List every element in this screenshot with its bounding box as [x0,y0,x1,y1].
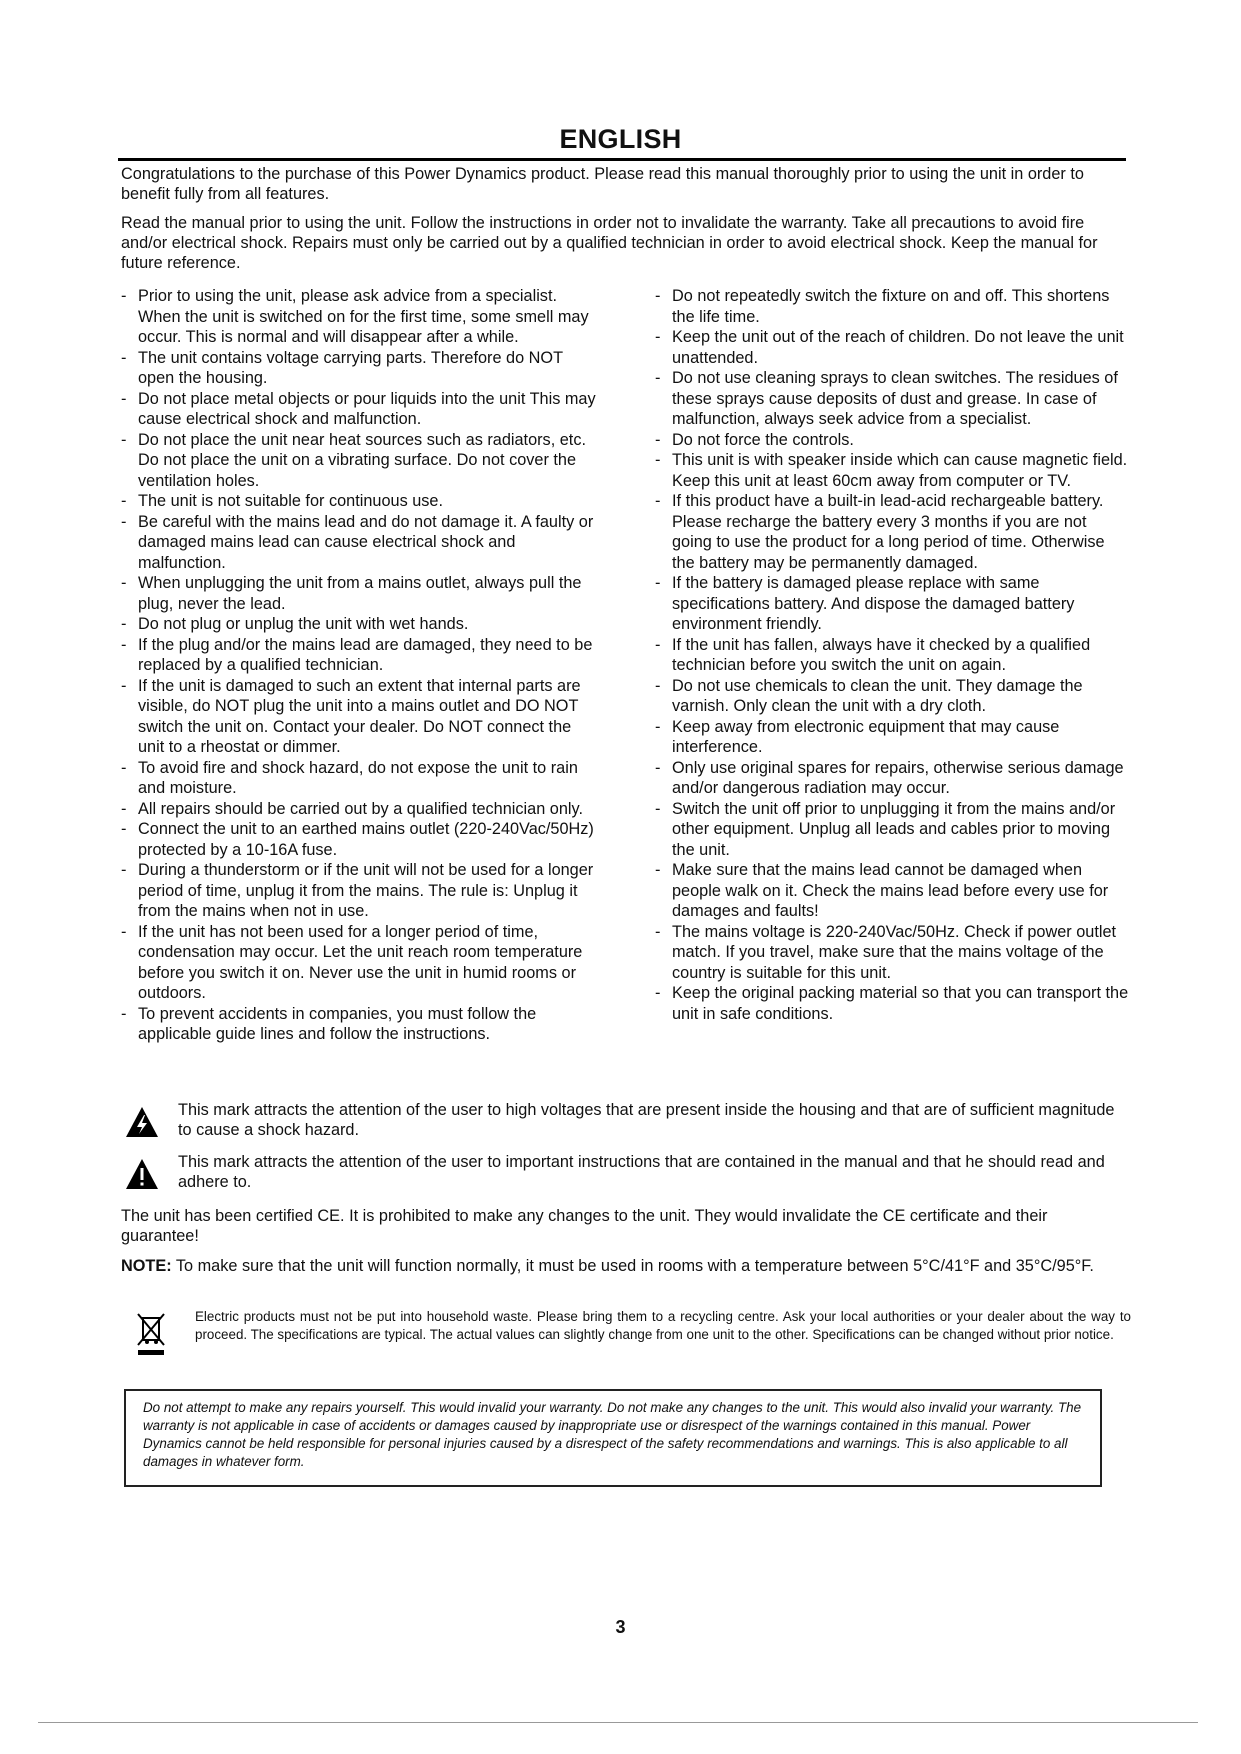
safety-item-text: Switch the unit off prior to unplugging it from the mains and/or other equipment. Unplug all leads and cables prior to moving the unit. [672,799,1116,859]
safety-item [655,286,1130,327]
safety-item [121,430,601,492]
safety-item-text: If this product have a built-in lead-acid rechargeable battery. Please recharge the battery every 3 months if you are not going to use the product for a long period of time. Otherwise the battery may be permanently damaged. [672,492,1105,572]
safety-item-text: To avoid fire and shock hazard, do not expose the unit to rain and moisture. [138,758,578,797]
safety-item-text: Keep the unit out of the reach of children. Do not leave the unit unattended. [672,328,1124,367]
list-dash: - [655,287,661,305]
list-dash: - [655,635,661,654]
safety-item [121,573,601,614]
exclamation-warning-icon [125,1158,159,1190]
safety-item [655,635,1130,676]
safety-item-text: This unit is with speaker inside which can cause magnetic field. Keep this unit at least 60cm away from computer or TV. [672,451,1128,490]
warranty-disclaimer-box [124,1389,1102,1487]
list-dash: - [121,635,127,654]
list-dash: - [121,799,127,818]
safety-item [655,860,1130,922]
high-voltage-warning-icon [125,1106,159,1138]
safety-item [121,922,601,1004]
list-dash: - [655,676,661,695]
list-dash: - [655,717,661,736]
safety-item [655,430,1130,451]
safety-item-text: If the plug and/or the mains lead are damaged, they need to be replaced by a qualified technician. [138,635,593,674]
safety-item [655,676,1130,717]
safety-item-text: To prevent accidents in companies, you must follow the applicable guide lines and follow the instructions. [138,1004,537,1043]
safety-item-text: Do not repeatedly switch the fixture on and off. This shortens the life time. [672,287,1110,326]
safety-item [121,799,601,820]
safety-item [121,819,601,860]
safety-item-text: If the unit has fallen, always have it checked by a qualified technician before you switch the unit on again. [672,635,1091,674]
list-dash: - [655,984,661,1002]
list-dash: - [121,430,127,449]
safety-item-text: If the unit has not been used for a longer period of time, condensation may occur. Let the unit reach room temperature before you switch it on. Never use the unit in humid rooms or outdoors. [138,922,583,1002]
crossed-out-bin-icon [135,1312,167,1356]
safety-item [121,1004,601,1045]
safety-item-text: Make sure that the mains lead cannot be damaged when people walk on it. Check the mains lead before every use for damages and faults! [672,861,1109,920]
safety-item-text: Do not place metal objects or pour liquids into the unit This may cause electrical shock and malfunction. [138,389,596,428]
note-label: NOTE: [121,1257,172,1275]
footer-rule [38,1722,1198,1723]
list-dash: - [121,574,127,592]
high-voltage-notice [121,1100,1131,1140]
list-dash: - [655,861,661,879]
safety-list-left [121,286,601,1045]
weee-notice-text: Electric products must not be put into household waste. Please bring them to a recycling centre. Ask your local authorities or your dealer about the way to proceed. The specifications are typical. The actual values can slightly change from one unit to the other. Specifications can be changed without prior notice. [195,1309,1131,1342]
safety-item-text: Do not use chemicals to clean the unit. They damage the varnish. Only clean the unit with a dry cloth. [672,676,1083,715]
list-dash: - [655,758,661,777]
safety-item-text: Prior to using the unit, please ask advice from a specialist. When the unit is switched on for the first time, some smell may occur. This is normal and will disappear after a while. [138,287,589,346]
safety-item-text: If the unit is damaged to such an extent that internal parts are visible, do NOT plug the unit into a mains outlet and DO NOT switch the unit on. Contact your dealer. Do NOT connect the unit to a rheostat or dimmer. [138,676,581,756]
list-dash: - [121,389,127,408]
safety-item [121,348,601,389]
list-dash: - [121,287,127,305]
list-dash: - [121,1004,127,1023]
safety-item-text: Be careful with the mains lead and do not damage it. A faulty or damaged mains lead can cause electrical shock and malfunction. [138,512,594,572]
safety-item-text: Do not use cleaning sprays to clean switches. The residues of these sprays cause deposits of dust and grease. In case of malfunction, always seek advice from a specialist. [672,369,1118,428]
page-title: ENGLISH [559,124,682,154]
safety-item-text: Connect the unit to an earthed mains outlet (220-240Vac/50Hz) protected by a 10-16A fuse. [138,820,594,859]
safety-item [121,389,601,430]
safety-item-text: The unit contains voltage carrying parts. Therefore do NOT open the housing. [138,348,563,387]
instructions-notice [121,1152,1131,1192]
safety-item-text: Keep the original packing material so that you can transport the unit in safe conditions. [672,984,1129,1023]
safety-item [655,491,1130,573]
weee-notice [121,1308,1131,1344]
list-dash: - [655,328,661,346]
list-dash: - [121,492,127,510]
list-dash: - [121,615,127,633]
safety-item [655,922,1130,984]
title-rule [118,158,1126,161]
safety-item [655,983,1130,1024]
safety-item [121,758,601,799]
list-dash: - [121,820,127,838]
intro-paragraph-1: Congratulations to the purchase of this Power Dynamics product. Please read this manual thoroughly prior to using the unit in order to benefit fully from all features. [121,165,1084,203]
safety-item [121,635,601,676]
safety-item [655,450,1130,491]
intro-paragraph-2: Read the manual prior to using the unit. Follow the instructions in order not to invalidate the warranty. Take all precautions to avoid fire and/or electrical shock. Repairs must only be carried out by a qualified technician in order to avoid electrical shock. Keep the manual for future reference. [121,214,1098,272]
safety-item-text: All repairs should be carried out by a qualified technician only. [138,799,583,818]
instructions-notice-text: This mark attracts the attention of the user to important instructions that are contained in the manual and that he should read and adhere to. [178,1153,1105,1191]
list-dash: - [121,676,127,695]
list-dash: - [655,492,661,510]
temperature-note [121,1256,1121,1276]
list-dash: - [655,922,661,941]
warranty-disclaimer-text: Do not attempt to make any repairs yourself. This would invalid your warranty. Do not make any changes to the unit. This would also invalid your warranty. The warranty is not applicable in case of accidents or damages caused by inappropriate use or disrespect of the warnings contained in this manual. Power Dynamics cannot be held responsible for personal injuries caused by a disrespect of the safety recommendations and warnings. This is also applicable to all damages in whatever form. [143,1400,1082,1469]
safety-item [121,676,601,758]
safety-item-text: The unit is not suitable for continuous use. [138,492,444,510]
safety-item [655,327,1130,368]
list-dash: - [655,369,661,387]
safety-item-text: When unplugging the unit from a mains outlet, always pull the plug, never the lead. [138,574,582,613]
page-number: 3 [615,1617,626,1637]
safety-item [655,799,1130,861]
list-dash: - [655,451,661,469]
safety-item [655,573,1130,635]
list-dash: - [121,348,127,367]
list-dash: - [655,799,661,818]
safety-item [121,512,601,574]
list-dash: - [121,512,127,531]
safety-item [121,860,601,922]
safety-item [655,717,1130,758]
safety-item-text: Do not place the unit near heat sources such as radiators, etc. Do not place the unit on a vibrating surface. Do not cover the ventilation holes. [138,430,586,490]
safety-item-text: If the battery is damaged please replace with same specifications battery. And dispose the damaged battery environment friendly. [672,574,1075,633]
safety-item-text: Do not plug or unplug the unit with wet hands. [138,615,469,633]
safety-item-text: During a thunderstorm or if the unit will not be used for a longer period of time, unplug it from the mains. The rule is: Unplug it from the mains when not in use. [138,861,594,920]
safety-item [121,286,601,348]
ce-statement: The unit has been certified CE. It is prohibited to make any changes to the unit. They would invalidate the CE certificate and their guarantee! [121,1207,1048,1245]
safety-item [121,491,601,512]
safety-item-text: The mains voltage is 220-240Vac/50Hz. Check if power outlet match. If you travel, make sure that the mains voltage of the country is suitable for this unit. [672,922,1117,982]
list-dash: - [655,430,661,449]
list-dash: - [121,922,127,941]
safety-item-text: Only use original spares for repairs, otherwise serious damage and/or dangerous radiation may occur. [672,758,1124,797]
list-dash: - [655,574,661,592]
safety-item [121,614,601,635]
safety-item-text: Keep away from electronic equipment that may cause interference. [672,717,1060,756]
list-dash: - [121,861,127,879]
safety-item [655,368,1130,430]
list-dash: - [121,758,127,777]
note-text: To make sure that the unit will function normally, it must be used in rooms with a temperature between 5°C/41°F and 35°C/95°F. [175,1257,1094,1275]
safety-item-text: Do not force the controls. [672,430,854,449]
safety-item [655,758,1130,799]
high-voltage-notice-text: This mark attracts the attention of the user to high voltages that are present inside the housing and that are of sufficient magnitude to cause a shock hazard. [178,1101,1115,1139]
safety-list-right [655,286,1130,1024]
